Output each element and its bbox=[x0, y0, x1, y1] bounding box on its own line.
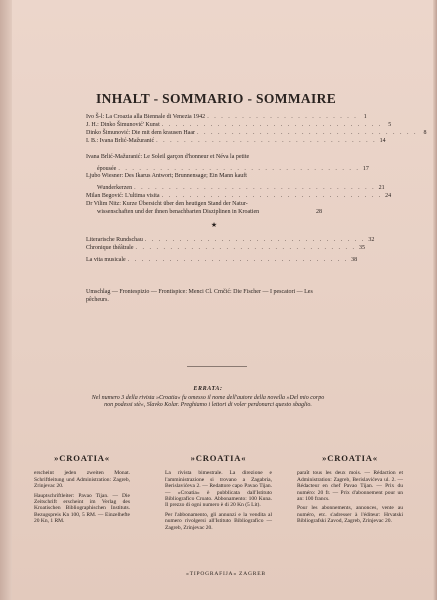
column-paragraph: Hauptschriftleiter: Pavao Tijan. — Die Zeitschrift erscheint im Verlag des Kroatischen Bibliographischen Instituts. Bezugspreis Kn 100, 5 RM. — Einzelhefte 20 Kn, 1 RM. bbox=[34, 492, 130, 525]
column-title: »CROATIA« bbox=[322, 453, 378, 463]
toc-entry bbox=[86, 173, 385, 193]
imprint-column-german bbox=[34, 455, 130, 528]
toc-entry-title: Literarische Rundschau bbox=[86, 236, 143, 243]
toc-entry-title: Milan Begović: L'ultima visita bbox=[86, 193, 160, 200]
toc-entry-page: 17 bbox=[362, 165, 369, 172]
column-title: »CROATIA« bbox=[54, 453, 110, 463]
toc-entry bbox=[86, 256, 358, 265]
toc-leader: . . . . . . . . . . . . . . . . . . . . . . . . . . . . . . . . . . . bbox=[134, 185, 376, 192]
toc-leader: . . . . . . . . . . . . . . . . . . . . . . . . . . . . . . . . bbox=[144, 236, 366, 243]
column-paragraph: Pour les abonnements, annonces, vente au numéro, etc. s'adresser à l'éditeur: Hrvatski Bibliografski Zavod, Zagreb, Zrinjevac 20. bbox=[297, 505, 403, 525]
toc-entry-page: 32 bbox=[368, 236, 375, 243]
printer-imprint: »TIPOGRAFIJA« ZAGREB bbox=[186, 571, 266, 577]
toc-entry bbox=[86, 121, 392, 130]
toc-entry bbox=[86, 153, 369, 174]
toc-leader: . . . . . . . . . . . . . . . . . . . . . . . . . . . . . . . . bbox=[161, 121, 383, 128]
toc-entry-page: 38 bbox=[351, 256, 358, 263]
toc-entry-title: Chronique théâtrale bbox=[86, 244, 134, 251]
toc-entry-title: Ivana Brlić-Mažuranić: Le Soleil garçon d'honneur et Néva la petite bbox=[86, 153, 250, 160]
toc-entry-title: Dr Vilim Nitz: Kurze Übersicht über den heutigen Stand der Natur- bbox=[86, 201, 248, 208]
toc-entry-page: 24 bbox=[385, 193, 392, 200]
page-edge bbox=[433, 0, 437, 600]
toc-entry bbox=[86, 137, 386, 146]
toc-leader: . . . . . . . . . . . . . . . . . . . . . . . . . . . . . . . . bbox=[196, 129, 418, 136]
toc-leader: . . . . . . . . . . . . . . . . . . . . . . . . . . . . . . . . . . . bbox=[118, 165, 360, 172]
toc-entry-title-cont: wissenschaften und der ihnen benachbarten Disziplinen in Kroatien bbox=[97, 209, 260, 216]
imprint-column-french bbox=[297, 455, 403, 528]
toc-entry bbox=[86, 201, 322, 217]
toc-entry-title: La vita musicale bbox=[86, 256, 126, 263]
column-paragraph: La rivista bimestrale. La direzione e l'amministrazione si trovano a Zagabria, Berislavićeva 2. — Redattore capo Pavao Tijan. — »Croatia« è pubblicata dall'Istituto Bibliografico Croato. Abbonamento: 100 Kuna. Il prezzo di ogni numero è di 20 Kn (5 Lit). bbox=[165, 470, 272, 509]
errata-notice bbox=[90, 386, 326, 408]
imprint-column-italian bbox=[165, 455, 272, 534]
divider bbox=[187, 366, 247, 367]
toc-entry-page: 21 bbox=[378, 185, 385, 192]
toc-leader: . . . . . . . . . . . . . . . . . . . . . . . . . . . . . . . . bbox=[161, 193, 383, 200]
column-paragraph: erscheint jeden zweiten Monat. Schriftleitung und Administration: Zagreb, Zrinjevac 20. bbox=[34, 470, 130, 490]
column-title: »CROATIA« bbox=[190, 453, 247, 463]
toc-entry-title-cont: épousée bbox=[97, 165, 117, 172]
toc-entry-page: 5 bbox=[388, 121, 392, 128]
toc-entry-page: 1 bbox=[363, 114, 367, 120]
toc-entry-title: Ljubo Wiesner: Des Ikarus Antwort; Brunnensage; Ein Mann kauft bbox=[86, 173, 247, 180]
toc-entry-page: 35 bbox=[358, 244, 365, 251]
toc-entry bbox=[86, 193, 392, 201]
binding-edge bbox=[0, 0, 12, 600]
toc-entry-page: 8 bbox=[423, 129, 427, 136]
toc-entry-page: 28 bbox=[316, 209, 322, 216]
toc-entry-title: I. B.: Ivana Brlić-Mažuranić bbox=[86, 137, 155, 144]
toc-entry-title: J. H.: Dinko Šimunović' Kunst bbox=[86, 121, 160, 128]
toc-entry-title: Ivo Š-l: La Croazia alla Biennale di Venezia 1942 bbox=[86, 114, 206, 120]
toc-entry bbox=[86, 129, 427, 138]
toc-entry bbox=[86, 244, 365, 253]
toc-entry bbox=[86, 114, 367, 122]
toc-entry-page: 14 bbox=[379, 137, 386, 144]
column-paragraph: paraît tous les deux mois. — Rédaction et Administration: Zagreb, Berislavićeva ul. 2. — Rédacteur en chef Pavao Tijan. — Prix du numéro: 20 fr. — Prix d'abonnement pour un an: 100 francs. bbox=[297, 470, 403, 503]
star-ornament: ★ bbox=[210, 220, 218, 229]
toc-entry bbox=[86, 236, 375, 245]
toc-leader: . . . . . . . . . . . . . . . . . . . . . . . . . . . . . . . . bbox=[156, 137, 377, 144]
toc-entry-title-cont: Wunderkerzen bbox=[97, 185, 133, 192]
errata-title: ERRATA: bbox=[193, 386, 223, 392]
toc-leader: . . . . . . . . . . . . . . . . . . . . . . bbox=[207, 114, 358, 120]
cover-credit: Umschlag — Frontespizio — Frontispice: Menci Cl. Crnčić: Die Fischer — I pescatori — Les pêcheurs. bbox=[86, 289, 313, 303]
column-paragraph: Per l'abbonamento, gli annunzi e la vendita al numero rivolgersi all'Istituto Bibliografico — Zagreb, Zrinjevac 20. bbox=[165, 511, 272, 531]
page-title: INHALT - SOMMARIO - SOMMAIRE bbox=[96, 91, 337, 106]
toc-entry-title: Dinko Šimunović: Die mit dem krausen Haar bbox=[86, 129, 195, 136]
table-of-contents bbox=[86, 114, 427, 265]
toc-leader: . . . . . . . . . . . . . . . . . . . . . . . . . . . . . . . . bbox=[135, 244, 356, 251]
toc-leader: . . . . . . . . . . . . . . . . . . . . . . . . . . . . . . . . bbox=[127, 256, 349, 263]
errata-text: Nel numero 3 della rivista »Croatia« fu omesso il nome dell'autore della novella »Del mio corpo non podessi stè«, Slavko Kolar. Preghiamo i lettori di voler perdonarci questo sbaglio. bbox=[91, 394, 325, 408]
